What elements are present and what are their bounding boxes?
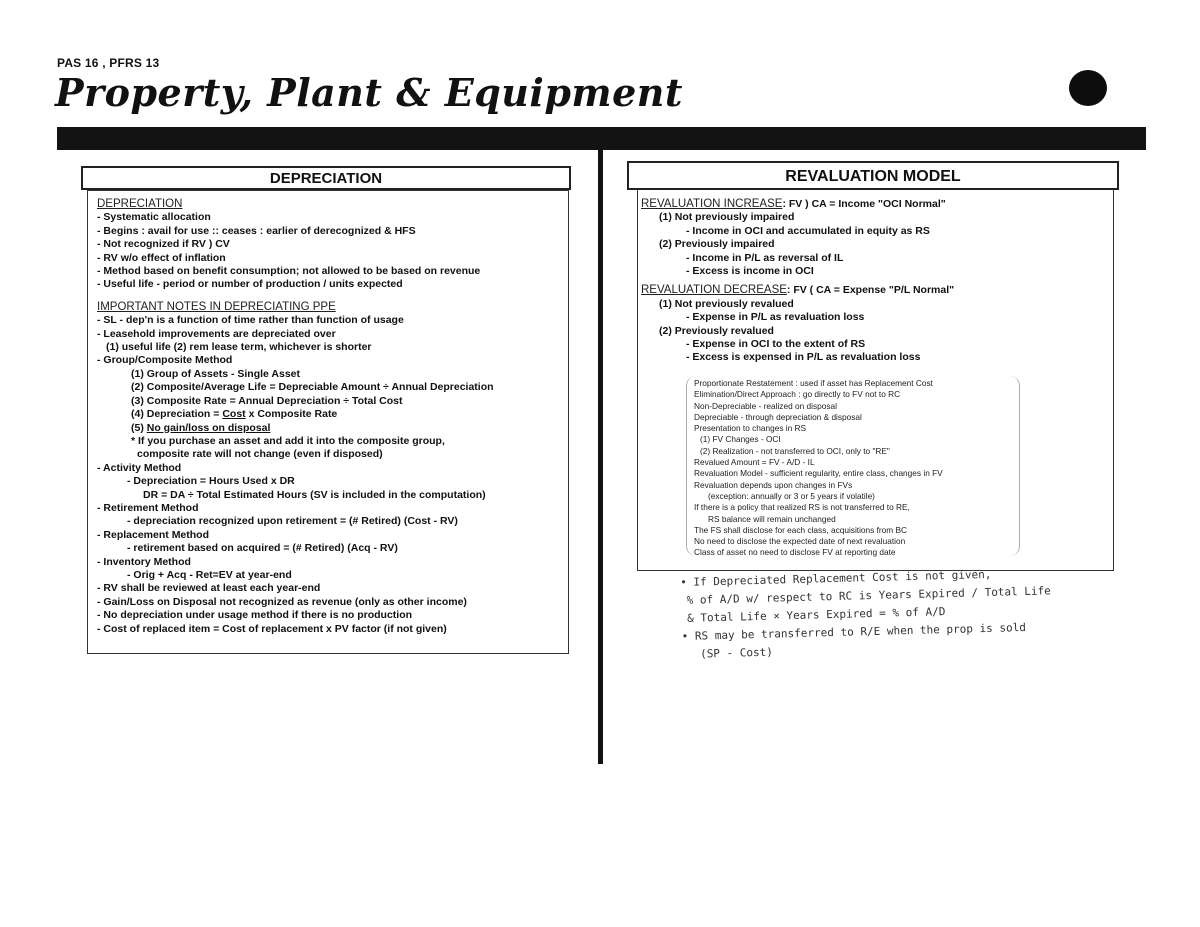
formula-suffix: x Composite Rate <box>245 408 338 421</box>
list-item: - Systematic allocation <box>97 211 211 224</box>
note-line: (exception: annually or 3 or 5 years if volatile) <box>708 490 875 501</box>
page-title: Property, Plant & Equipment <box>55 70 683 115</box>
list-item <box>97 408 494 421</box>
hole-punch-dot <box>1069 70 1107 106</box>
list-item: - Inventory Method <box>97 555 191 568</box>
revaluation-heading: REVALUATION MODEL <box>627 161 1119 190</box>
section-title-depreciation: DEPRECIATION <box>97 198 183 210</box>
list-item <box>97 422 494 435</box>
list-item: - Gain/Loss on Disposal not recognized as revenue (only as other income) <box>97 595 467 608</box>
revaluation-content <box>641 198 954 365</box>
list-item: - Excess is income in OCI <box>686 265 814 278</box>
note-line: No need to disclose the expected date of next revaluation <box>694 536 906 547</box>
note-line: Elimination/Direct Approach : go directly to FV not to RC <box>694 389 901 400</box>
note-line: Revaluation Model - sufficient regularity, entire class, changes in FV <box>694 468 943 479</box>
list-item: - retirement based on acquired = (# Retired) (Acq - RV) <box>127 542 398 555</box>
depreciation-content <box>97 198 494 636</box>
note-line: Presentation to changes in RS <box>694 423 807 434</box>
note-line: Proportionate Restatement : used if asset has Replacement Cost <box>694 378 933 388</box>
list-item: - Replacement Method <box>97 528 210 541</box>
list-item: - Method based on benefit consumption; not allowed to be based on revenue <box>97 265 481 278</box>
list-item: - Leasehold improvements are depreciated over <box>97 327 336 340</box>
list-item: - Retirement Method <box>97 501 199 514</box>
list-item: - RV shall be reviewed at least each year-end <box>97 582 321 595</box>
list-item: (1) Group of Assets - Single Asset <box>131 367 300 380</box>
list-item: - Orig + Acq - Ret=EV at year-end <box>127 568 292 581</box>
section-title-decrease: REVALUATION DECREASE <box>641 284 787 297</box>
list-item: - Income in P/L as reversal of IL <box>686 251 844 264</box>
note-line: The FS shall disclose for each class, acquisitions from BC <box>694 524 908 535</box>
list-item: - Expense in P/L as revaluation loss <box>686 311 865 324</box>
formula-prefix: (4) Depreciation = <box>131 408 223 421</box>
note-line: Depreciable - through depreciation & disposal <box>694 411 862 422</box>
handwritten-line: & Total Life × Years Expired = % of A/D <box>686 605 946 625</box>
list-item: - Activity Method <box>97 461 182 474</box>
handwritten-notes <box>680 564 1052 664</box>
underlined-no-gain-loss: No gain/loss on disposal <box>146 421 271 434</box>
depreciation-heading: DEPRECIATION <box>81 166 571 190</box>
handwritten-line: (SP - Cost) <box>699 645 774 661</box>
revaluation-increase-line <box>641 198 954 211</box>
list-item: - Not recognized if RV ) CV <box>97 238 230 251</box>
note-line: Revalued Amount = FV - A/D - IL <box>694 457 815 468</box>
list-item: * If you purchase an asset and add it into the composite group, <box>131 434 445 447</box>
list-item: (2) Previously revalued <box>659 324 774 337</box>
decrease-rule: : FV ( CA = Expense "P/L Normal" <box>786 284 955 297</box>
note-line: (1) FV Changes - OCI <box>700 434 781 445</box>
note-line: Non-Depreciable - realized on disposal <box>694 400 837 411</box>
increase-rule: : FV ) CA = Income "OCI Normal" <box>782 198 946 210</box>
list-item: (1) Not previously revalued <box>659 297 794 310</box>
note-line: Revaluation depends upon changes in FVs <box>694 479 853 490</box>
list-item: (3) Composite Rate = Annual Depreciation ÷ Total Cost <box>131 394 403 407</box>
list-item: - Income in OCI and accumulated in equity as RS <box>686 224 930 237</box>
list-item: - No depreciation under usage method if there is no production <box>97 609 413 622</box>
list-item: (2) Composite/Average Life = Depreciable Amount ÷ Annual Depreciation <box>131 381 494 394</box>
revaluation-notes <box>694 378 943 559</box>
list-item: - Cost of replaced item = Cost of replacement x PV factor (if not given) <box>97 622 447 635</box>
note-line: (2) Realization - not transferred to OCI, only to "RE" <box>700 445 890 456</box>
list-item: DR = DA ÷ Total Estimated Hours (SV is included in the computation) <box>143 488 486 501</box>
underlined-cost: Cost <box>222 408 246 421</box>
list-item: (2) Previously impaired <box>659 238 775 251</box>
handwritten-line: • RS may be transferred to R/E when the prop is sold <box>681 620 1027 643</box>
revaluation-decrease-line <box>641 284 954 297</box>
list-item: - Expense in OCI to the extent of RS <box>686 338 866 351</box>
handwritten-line: • If Depreciated Replacement Cost is not given, <box>680 567 992 589</box>
list-item: - Excess is expensed in P/L as revaluation loss <box>686 351 921 364</box>
list-item: - RV w/o effect of inflation <box>97 251 226 264</box>
note-line: If there is a policy that realized RS is not transferred to RE, <box>694 502 910 513</box>
column-divider <box>598 150 603 764</box>
header-bar <box>57 127 1146 150</box>
list-item: composite rate will not change (even if disposed) <box>137 448 383 461</box>
list-item: - SL - dep'n is a function of time rather than function of usage <box>97 314 404 327</box>
handwritten-line: % of A/D w/ respect to RC is Years Expired / Total Life <box>686 584 1051 607</box>
note-line: Class of asset no need to disclose FV at reporting date <box>694 547 896 558</box>
standard-reference: PAS 16 , PFRS 13 <box>57 56 160 70</box>
list-item: - Depreciation = Hours Used x DR <box>127 475 295 488</box>
list-item: - Useful life - period or number of production / units expected <box>97 278 403 291</box>
section-title-increase: REVALUATION INCREASE <box>641 198 783 210</box>
list-item: - Begins : avail for use :: ceases : earlier of derecognized & HFS <box>97 224 416 237</box>
list-item: - depreciation recognized upon retirement = (# Retired) (Cost - RV) <box>127 515 458 528</box>
note-line: RS balance will remain unchanged <box>708 513 836 524</box>
list-item: (1) Not previously impaired <box>659 211 795 224</box>
item-number: (5) <box>131 421 147 434</box>
section-title-important-notes: IMPORTANT NOTES IN DEPRECIATING PPE <box>97 300 336 313</box>
list-item: (1) useful life (2) rem lease term, whichever is shorter <box>106 341 372 354</box>
list-item: - Group/Composite Method <box>97 354 233 367</box>
